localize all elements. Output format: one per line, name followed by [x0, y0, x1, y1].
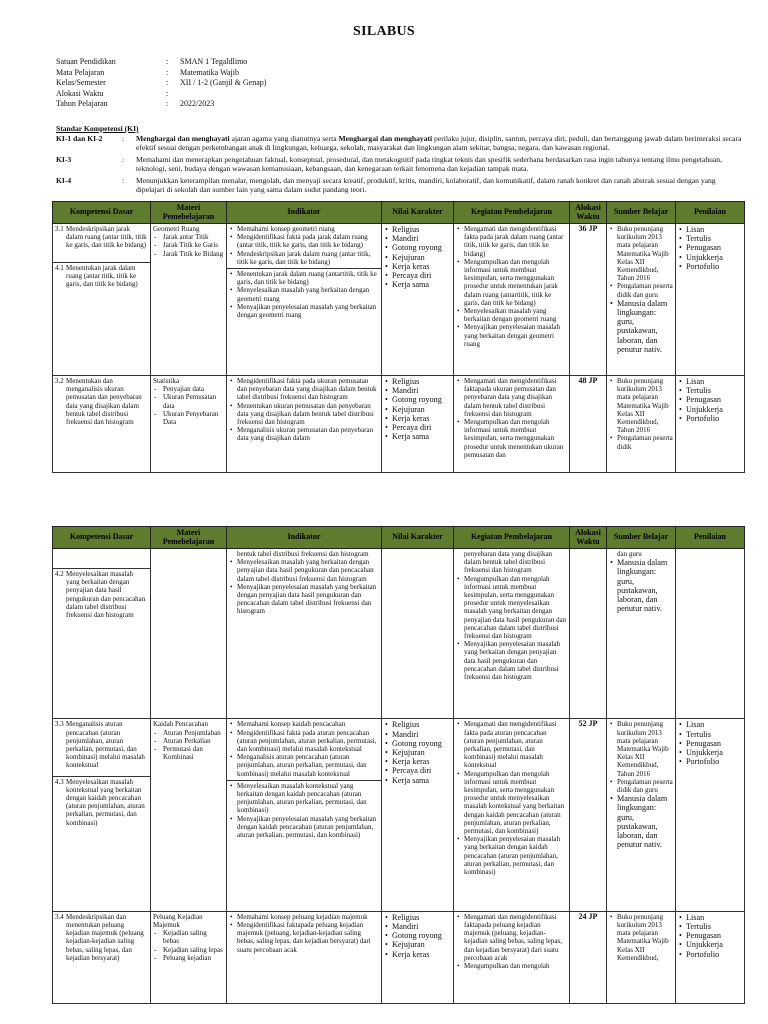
- list-item: • Manusia dalam lingkungan: guru, pustakawan, laboran, dan penutur nativ.: [617, 794, 673, 849]
- penilaian-cell: [676, 549, 745, 719]
- list-item: • Menganalisis ukuran pemusatan dan penyebaran data yang disajikan dalam: [237, 426, 379, 442]
- kegiatan-cell: [454, 549, 570, 719]
- list-item: • Pengalaman peserta didik: [617, 434, 673, 450]
- kd-text: Menentukan dan menganalisis ukuran pemusatan dan penyebaran data yang disajikan dalam bentuk tabel distribusi frekuensi dan histogram: [66, 377, 142, 427]
- kd-item: [55, 720, 148, 769]
- list-item: • Menyelesaikan masalah yang berkaitan dengan geometri ruang: [237, 286, 379, 302]
- col-header: Kegiatan Pembelajaran: [454, 202, 570, 224]
- sumber-cell: [607, 549, 676, 719]
- standar-heading: Standar Kompetensi (KI): [56, 124, 139, 133]
- spacer: [55, 550, 148, 566]
- indikator-list: [229, 225, 379, 266]
- list-item: • Unjukkerja: [686, 253, 742, 262]
- karakter-list: [384, 377, 451, 441]
- list-item: • Mengamati dan mengidentifikasi fakta pada jarak dalam ruang (antar titik, titik ke garis, dan titik ke bidang): [464, 225, 567, 258]
- list-item: • Lisan: [686, 913, 742, 922]
- meta-row: [56, 57, 266, 68]
- list-item: • Mengumpulkan dan mengolah informasi untuk membuat kesimpulan, serta menggunakan prosedur untuk menentukan jarak dalam ruang (antartitik, titik ke garis, dan titik ke bidang): [464, 258, 567, 307]
- list-item: • Memahami konsep peluang kejadian majemuk: [237, 913, 379, 921]
- kegiatan-list: [456, 575, 567, 682]
- ki-label: KI-3: [56, 155, 72, 164]
- kd-number: 4.1: [55, 263, 64, 272]
- table-row: [53, 224, 745, 376]
- indikator-continued: bentuk tabel distribusi frekuensi dan histogram: [237, 550, 369, 558]
- materi-list: [153, 729, 224, 762]
- list-item: • Religius: [392, 913, 451, 922]
- list-item: • Memahami konsep geometri ruang: [237, 225, 379, 233]
- materi-list: [153, 385, 224, 426]
- indikator-list: [229, 782, 379, 839]
- list-item: • Percaya diri: [392, 766, 451, 775]
- list-item: • Religius: [392, 377, 451, 386]
- indikator-list: [229, 913, 379, 954]
- list-item: • Buku penunjang kurikulum 2013 mata pelajaran Matematika Wajib Kelas XII Kemendikbud, Tahun 2016: [617, 377, 673, 434]
- list-item: • Penugasan: [686, 395, 742, 404]
- list-item: • Unjukkerja: [686, 405, 742, 414]
- list-item: • Mandiri: [392, 234, 451, 243]
- divider: [227, 268, 381, 269]
- ki-1-2: [56, 134, 746, 152]
- sumber-cell: [607, 376, 676, 473]
- list-item: • Mandiri: [392, 922, 451, 931]
- meta-value: XII / 1-2 (Ganjil & Genap): [180, 78, 267, 88]
- table-row: [53, 911, 745, 1003]
- list-item: • Mengamati dan mengidentifikasi fakta pada aturan pencacahan (aturan penjumlahan, aturan perkalian, permutasi, dan kombinasi) melalui masalah kontekstual: [464, 720, 567, 769]
- list-item: • Buku penunjang kurikulum 2013 mata pelajaran Matematika Wajib Kelas XII Kemendikbud, Tahun 2016: [617, 720, 673, 777]
- list-item: • Manusia dalam lingkungan: guru, pustakawan, laboran, dan penutur nativ.: [617, 299, 673, 354]
- list-item: - Ukuran Penyebaran Data: [163, 410, 224, 426]
- syllabus-table-1: [52, 201, 745, 473]
- alokasi-cell: 48 JP: [570, 376, 607, 473]
- list-item: • Religius: [392, 225, 451, 234]
- list-item: • Tertulis: [686, 730, 742, 739]
- kd-cell: [53, 224, 151, 376]
- list-item: - Permutasi dan Kombinasi: [163, 745, 224, 761]
- ki-text: Menunjukkan keterampilan menalar, mengolah, dan menyaji secara kreatif, produktif, kritis, mandiri, kolaboratif, dan komunikatif, dalam ranah konkret dan ranah abstrak sesuai dengan yang dipelajari di sekolah dan sumber lain yang sama dalam sudut pandang teori.: [136, 176, 716, 194]
- divider: [227, 780, 381, 781]
- table-row: [53, 549, 745, 719]
- meta-row: [56, 78, 266, 89]
- penilaian-cell: [676, 911, 745, 1003]
- col-header: Penilaian: [676, 202, 745, 224]
- list-item: • Lisan: [686, 225, 742, 234]
- list-item: • Menentukan ukuran pemusatan dan penyebaran data yang disajikan dalam bentuk tabel distribusi frekuensi dan histogram: [237, 402, 379, 427]
- meta-row: [56, 99, 266, 110]
- list-item: • Mandiri: [392, 730, 451, 739]
- sumber-list: [609, 720, 673, 794]
- meta-label: Mata Pelajaran: [56, 67, 105, 77]
- ki-colon: :: [122, 176, 125, 185]
- list-item: • Gotong royong: [392, 931, 451, 940]
- alokasi-cell: 52 JP: [570, 719, 607, 911]
- list-item: • Unjukkerja: [686, 940, 742, 949]
- ki-3: [56, 155, 746, 173]
- list-item: • Tertulis: [686, 386, 742, 395]
- meta-value: SMAN 1 Tegaldlimo: [180, 57, 248, 66]
- list-item: - Kejadian saling lepas: [163, 946, 224, 954]
- sumber-list: [609, 377, 673, 451]
- ki-text: Memahami dan menerapkan pengetahuan faktual, konseptual, prosedural, dan metakognitif pada tingkat teknis dan spesifik sederhana berdasarkan rasa ingin tahunya tentang ilmu pengetahuan, teknologi, seni, budaya dengan wawasan kemanusiaan, kebangsaan, dan kenegaraan terkait fenomena dan kejadian tampak mata.: [136, 155, 722, 173]
- syllabus-table-2: [52, 526, 745, 1004]
- kegiatan-list: [456, 225, 567, 348]
- kd-text: Mendeskripsikan dan menentukan peluang kejadian majemuk (peluang kejadian-kejadian saling bebas, saling lepas, dan kejadian bersyarat): [66, 912, 144, 962]
- list-item: • Menyajikan penyelesaian masalah yang berkaitan dengan kaidah pencacahan (aturan penjumlahan, aturan perkalian, permutasi, dan kombinasi): [237, 815, 379, 840]
- kd-text: Menentukan jarak dalam ruang (antar titik, titik ke garis, dan titik ke bidang): [66, 263, 138, 289]
- page-title: SILABUS: [352, 24, 416, 39]
- meta-value: Matematika Wajib: [180, 67, 239, 77]
- karakter-cell: [382, 719, 454, 911]
- materi-cell: [151, 911, 227, 1003]
- table-header: [53, 202, 745, 224]
- list-item: • Menyajikan penyelesaian masalah yang berkaitan dengan kaidah pencacahan (aturan penjumlahan, aturan perkalian, permutasi, dan kombinasi): [464, 835, 567, 876]
- list-item: • Menyajikan penyelesaian masalah yang berkaitan dengan penyajian data hasil pengukuran dan pencacahan dalam tabel distribusi frekuensi dan histogram: [464, 640, 567, 681]
- ki-text-part: ajaran agama yang dianutnya serta: [229, 134, 339, 143]
- list-item: - Peluang kejadian: [163, 954, 224, 962]
- list-item: • Mengamati dan mengidentifikasi faktapada peluang kejadian majemuk (peluang, kejadian-kejadian saling bebas, saling lepas, dan kejadian bersyarat) dari suatu percobaan acak: [464, 913, 567, 962]
- list-item: - Kejadian saling bebas: [163, 929, 224, 945]
- kd-text: Mendeskripsikan jarak dalam ruang (antar titik, titik ke garis, dan titik ke bidang): [66, 225, 147, 250]
- col-header: Sumber Belajar: [607, 527, 676, 549]
- table-row: [53, 376, 745, 473]
- ki-bold: Menghargai dan menghayati: [338, 134, 433, 143]
- meta-label: Tahun Pelajaran: [56, 99, 108, 109]
- list-item: • Portofolio: [686, 757, 742, 766]
- list-item: • Menganalisis aturan pencacahan (aturan penjumlahan, aturan perkalian, permutasi, dan kombinasi) melalui masalah kontekstual: [237, 753, 379, 778]
- penilaian-list: [678, 377, 742, 423]
- list-item: - Jarak antar Titik: [163, 233, 224, 241]
- list-item: • Mengidentifikasi fakta pada aturan pencacahan (aturan penjumlahan, aturan perkalian, permutasi, dan kombinasi) melalui masalah kontekstual: [237, 729, 379, 754]
- kd-number: 3.2: [55, 377, 64, 385]
- list-item: • Gotong royong: [392, 243, 451, 252]
- list-item: • Menentukan jarak dalam ruang (antartitik, titik ke garis, dan titik ke bidang): [237, 270, 379, 286]
- indikator-cell: [227, 911, 382, 1003]
- kd-text: Menyelesaikan masalah yang berkaitan dengan penyajian data hasil pengukuran dan pencacahan dalam tabel distribusi frekuensi dan histogram: [66, 570, 146, 620]
- ki-colon: :: [122, 134, 125, 143]
- karakter-list: [384, 913, 451, 959]
- col-header: Alokasi Waktu: [570, 527, 607, 549]
- divider: [53, 262, 150, 263]
- list-item: • Menyelesaikan masalah yang berkaitan dengan geometri ruang: [464, 307, 567, 323]
- alokasi-cell: [570, 549, 607, 719]
- list-item: • Tertulis: [686, 234, 742, 243]
- list-item: • Buku penunjang kurikulum 2013 mata pelajaran Matematika Wajib Kelas XII Kemendikbud, Tahun 2016: [617, 225, 673, 282]
- list-item: • Mengidentifikasi faktapada peluang kejadian majemuk (peluang, kejadian-kejadian saling bebas, saling lepas, dan kejadian bersyarat) dari suatu percobaan acak: [237, 921, 379, 954]
- list-item: • Gotong royong: [392, 395, 451, 404]
- kd-cell: [53, 549, 151, 719]
- kd-item: [55, 264, 148, 289]
- indikator-list: [229, 720, 379, 777]
- kd-number: 4.3: [55, 777, 64, 786]
- meta-row: [56, 68, 266, 79]
- meta-label: Satuan Pendidikan: [56, 57, 116, 66]
- list-item: • Mandiri: [392, 386, 451, 395]
- penilaian-list: [678, 720, 742, 766]
- karakter-cell: [382, 376, 454, 473]
- meta-value: 2022/2023: [180, 99, 215, 109]
- ki-label: KI-1 dan KI-2: [56, 134, 103, 143]
- meta-label: Kelas/Semester: [56, 78, 106, 88]
- kd-item: [55, 225, 148, 250]
- list-item: • Pengalaman peserta didik dan guru: [617, 778, 673, 794]
- list-item: - Ukuran Pemusatan data: [163, 393, 224, 409]
- list-item: • Penugasan: [686, 931, 742, 940]
- col-header: Alokasi Waktu: [570, 202, 607, 224]
- list-item: • Mengumpulkan dan mengolah: [464, 962, 567, 970]
- list-item: - Penyajian data: [163, 385, 224, 393]
- kd-cell: [53, 911, 151, 1003]
- list-item: - Aturan Penjumlahan: [163, 729, 224, 737]
- list-item: • Penugasan: [686, 739, 742, 748]
- materi-title: Kaidah Pencacahan: [153, 720, 208, 729]
- ki-label: KI-4: [56, 176, 72, 185]
- list-item: • Buku penunjang kurikulum 2013 mata pelajaran Matematika Wajib Kelas XII Kemendikbud,: [617, 913, 673, 962]
- list-item: • Menyajikan penyelesaian masalah yang berkaitan dengan penyajian data hasil pengukuran dan pencacahan dalam tabel distribusi frekuensi dan histogram: [237, 583, 379, 616]
- penilaian-cell: [676, 224, 745, 376]
- ki-text: [136, 134, 746, 152]
- kd-text: Menganalisis aturan pencacahan (aturan penjumlahan, aturan perkalian, permutasi, dan kombinasi) melalui masalah kontekstual: [66, 720, 145, 770]
- col-header: Materi Pemebelajaran: [151, 527, 227, 549]
- ki-bold: Menghargai dan menghayati: [136, 134, 230, 143]
- col-header: Indikator: [227, 202, 382, 224]
- list-item: • Mengumpulkan dan mengolah informasi untuk membuat kesimpulan, serta menggunakan prosedur untuk menyelesaikan masalah yang berkaitan dengan penyajian data hasil pengukuran dan pencacahan dalam tabel distribusi frekuensi dan histogram: [464, 575, 567, 641]
- list-item: • Kerja sama: [392, 280, 451, 289]
- list-item: • Portofolio: [686, 414, 742, 423]
- sumber-cell: [607, 719, 676, 911]
- kd-item: [55, 377, 148, 426]
- list-item: • Manusia dalam lingkungan: guru, pustakawan, laboran, dan penutur nativ.: [617, 558, 673, 613]
- list-item: • Portofolio: [686, 950, 742, 959]
- meta-colon: :: [166, 99, 169, 109]
- list-item: • Mendeskripsikan jarak dalam ruang (antar titik, titik ke garis, dan titik ke bidang): [237, 250, 379, 266]
- kegiatan-cell: [454, 911, 570, 1003]
- meta-colon: :: [166, 88, 169, 98]
- col-header: Materi Pemebelajaran: [151, 202, 227, 224]
- col-header: Kompetensi Dasar: [53, 527, 151, 549]
- indikator-cell: [227, 224, 382, 376]
- kd-number: 3.4: [55, 912, 64, 921]
- penilaian-cell: [676, 719, 745, 911]
- list-item: • Kejujuran: [392, 405, 451, 414]
- penilaian-list: [678, 225, 742, 271]
- kegiatan-continued: penyebaran data yang disajikan dalam bentuk tabel distribusi frekuensi dan histogram: [464, 550, 553, 575]
- standar-kompetensi: [56, 124, 746, 197]
- col-header: Penilaian: [676, 527, 745, 549]
- karakter-cell: [382, 224, 454, 376]
- list-item: • Mengamati dan mengidentifikasi faktapada ukuran pemusatan dan penyebaran data yang disajikan dalam bentuk tabel distribusi frekuensi dan histogram: [464, 377, 567, 418]
- sumber-list: [609, 225, 673, 299]
- penilaian-cell: [676, 376, 745, 473]
- list-item: • Mengumpulkan dan mengolah informasi untuk membuat kesimpulan, serta menggunakan prosedur untuk menentukan ukuran pemusatan dan: [464, 418, 567, 459]
- kd-item: [55, 570, 148, 619]
- ki-text-part: perilaku jujur, disiplin, santun, percaya diri, peduli, dan bertanggung jawab dalam berinteraksi secara efektif sesuai dengan perkembangan anak di lingkungan, keluarga, sekolah, masyarakat dan lingkungan alam sekitar, bangsa, negara, dan kawasan regional.: [136, 134, 742, 152]
- list-item: • Kerja keras: [392, 950, 451, 959]
- list-item: - Jarak Titik ke Bidang: [163, 250, 224, 258]
- list-item: • Memahami konsep kaidah pencacahan: [237, 720, 379, 728]
- materi-list: [153, 929, 224, 962]
- karakter-list: [384, 225, 451, 289]
- karakter-cell: [382, 911, 454, 1003]
- kegiatan-cell: [454, 376, 570, 473]
- list-item: • Menyajikan penyelesaian masalah yang berkaitan dengan geometri ruang: [464, 323, 567, 348]
- indikator-cell: [227, 719, 382, 911]
- materi-cell: [151, 376, 227, 473]
- meta-colon: :: [166, 57, 169, 66]
- materi-title: Statistika: [153, 377, 180, 385]
- kd-cell: [53, 376, 151, 473]
- list-item: • Menyelesaikan masalah yang berkaitan dengan penyajian data hasil pengukuran dan pencacahan dalam tabel distribusi frekuensi dan histogram: [237, 558, 379, 583]
- kd-number: 3.3: [55, 720, 64, 729]
- col-header: Indikator: [227, 527, 382, 549]
- list-item: • Portofolio: [686, 262, 742, 271]
- indikator-cell: [227, 376, 382, 473]
- list-item: • Kerja keras: [392, 262, 451, 271]
- list-item: • Mengidentifikasi fakta pada ukuran pemusatan dan penyebaran data yang disajikan dalam bentuk tabel distribusi frekuensi dan histogram: [237, 377, 379, 402]
- alokasi-cell: 24 JP: [570, 911, 607, 1003]
- list-item: • Kejujuran: [392, 940, 451, 949]
- kegiatan-cell: [454, 719, 570, 911]
- list-item: • Kejujuran: [392, 748, 451, 757]
- col-header: Kegiatan Pembelajaran: [454, 527, 570, 549]
- meta-row: [56, 89, 266, 100]
- kd-item: [55, 778, 148, 827]
- indikator-list: [229, 270, 379, 319]
- list-item: • Lisan: [686, 720, 742, 729]
- list-item: • Unjukkerja: [686, 748, 742, 757]
- indikator-list: [229, 377, 379, 443]
- identity-block: [56, 57, 266, 110]
- meta-colon: :: [166, 67, 169, 77]
- materi-cell: [151, 224, 227, 376]
- kd-cell: [53, 719, 151, 911]
- materi-title: Peluang Kejadian Majemuk: [153, 912, 203, 929]
- materi-cell: [151, 549, 227, 719]
- meta-colon: :: [166, 78, 169, 88]
- sumber-continued: dan guru: [617, 550, 642, 558]
- indikator-list: [229, 558, 379, 615]
- karakter-cell: [382, 549, 454, 719]
- list-item: • Kejujuran: [392, 253, 451, 262]
- list-item: • Kerja keras: [392, 757, 451, 766]
- meta-label: Alokasi Waktu: [56, 88, 104, 98]
- list-item: • Tertulis: [686, 922, 742, 931]
- sumber-cell: [607, 911, 676, 1003]
- list-item: • Lisan: [686, 377, 742, 386]
- table-row: [53, 719, 745, 911]
- col-header: Nilai Karakter: [382, 202, 454, 224]
- ki-4: [56, 176, 746, 194]
- sumber-list: [609, 299, 673, 354]
- list-item: • Percaya diri: [392, 271, 451, 280]
- kegiatan-cell: [454, 224, 570, 376]
- sumber-list: [609, 913, 673, 962]
- ki-colon: :: [122, 155, 125, 164]
- divider: [53, 776, 150, 777]
- table-header: [53, 527, 745, 549]
- list-item: • Percaya diri: [392, 423, 451, 432]
- kd-item: [55, 913, 148, 962]
- materi-title: Geometri Ruang: [153, 225, 200, 233]
- list-item: - Aturan Perkalian: [163, 737, 224, 745]
- sumber-list: [609, 794, 673, 849]
- list-item: • Religius: [392, 720, 451, 729]
- kd-text: Menyelesaikan masalah kontekstual yang berkaitan dengan kaidah pencacahan (aturan penjumlahan, aturan perkalian, permutasi, dan kombinasi): [66, 777, 145, 827]
- divider: [53, 568, 150, 569]
- col-header: Sumber Belajar: [607, 202, 676, 224]
- list-item: • Kerja sama: [392, 432, 451, 441]
- penilaian-list: [678, 913, 742, 959]
- list-item: • Kerja sama: [392, 776, 451, 785]
- col-header: Kompetensi Dasar: [53, 202, 151, 224]
- col-header: Nilai Karakter: [382, 527, 454, 549]
- karakter-list: [384, 720, 451, 784]
- alokasi-cell: 36 JP: [570, 224, 607, 376]
- list-item: • Penugasan: [686, 243, 742, 252]
- list-item: • Menyajikan penyelesaian masalah yang berkaitan dengan geometri ruang: [237, 303, 379, 319]
- materi-list: [153, 233, 224, 258]
- kegiatan-list: [456, 377, 567, 459]
- list-item: • Menyelesaikan masalah kontekstual yang berkaitan dengan kaidah pencacahan (aturan penjumlahan, aturan perkalian, permutasi, dan kombinasi): [237, 782, 379, 815]
- list-item: • Gotong royong: [392, 739, 451, 748]
- kd-number: 4.2: [55, 570, 64, 578]
- kegiatan-list: [456, 720, 567, 876]
- list-item: - Jarak Titik ke Garis: [163, 241, 224, 249]
- list-item: • Mengumpulkan dan mengolah informasi untuk membuat kesimpulan, serta menggunakan prosedur untuk menyelesaikan masalah kontekstual yang berkaitan dengan kaidah pencacahan (aturan penjumlahan, aturan perkalian, permutasi, dan kombinasi): [464, 770, 567, 836]
- sumber-list: [609, 558, 673, 613]
- sumber-cell: [607, 224, 676, 376]
- materi-cell: [151, 719, 227, 911]
- list-item: • Pengalaman peserta didik dan guru: [617, 282, 673, 298]
- kd-number: 3.1: [55, 225, 64, 233]
- kegiatan-list: [456, 913, 567, 970]
- indikator-cell: [227, 549, 382, 719]
- list-item: • Mengidentifikasi fakta pada jarak dalam ruang (antar titik, titik ke garis, dan titik ke bidang): [237, 233, 379, 249]
- list-item: • Kerja keras: [392, 414, 451, 423]
